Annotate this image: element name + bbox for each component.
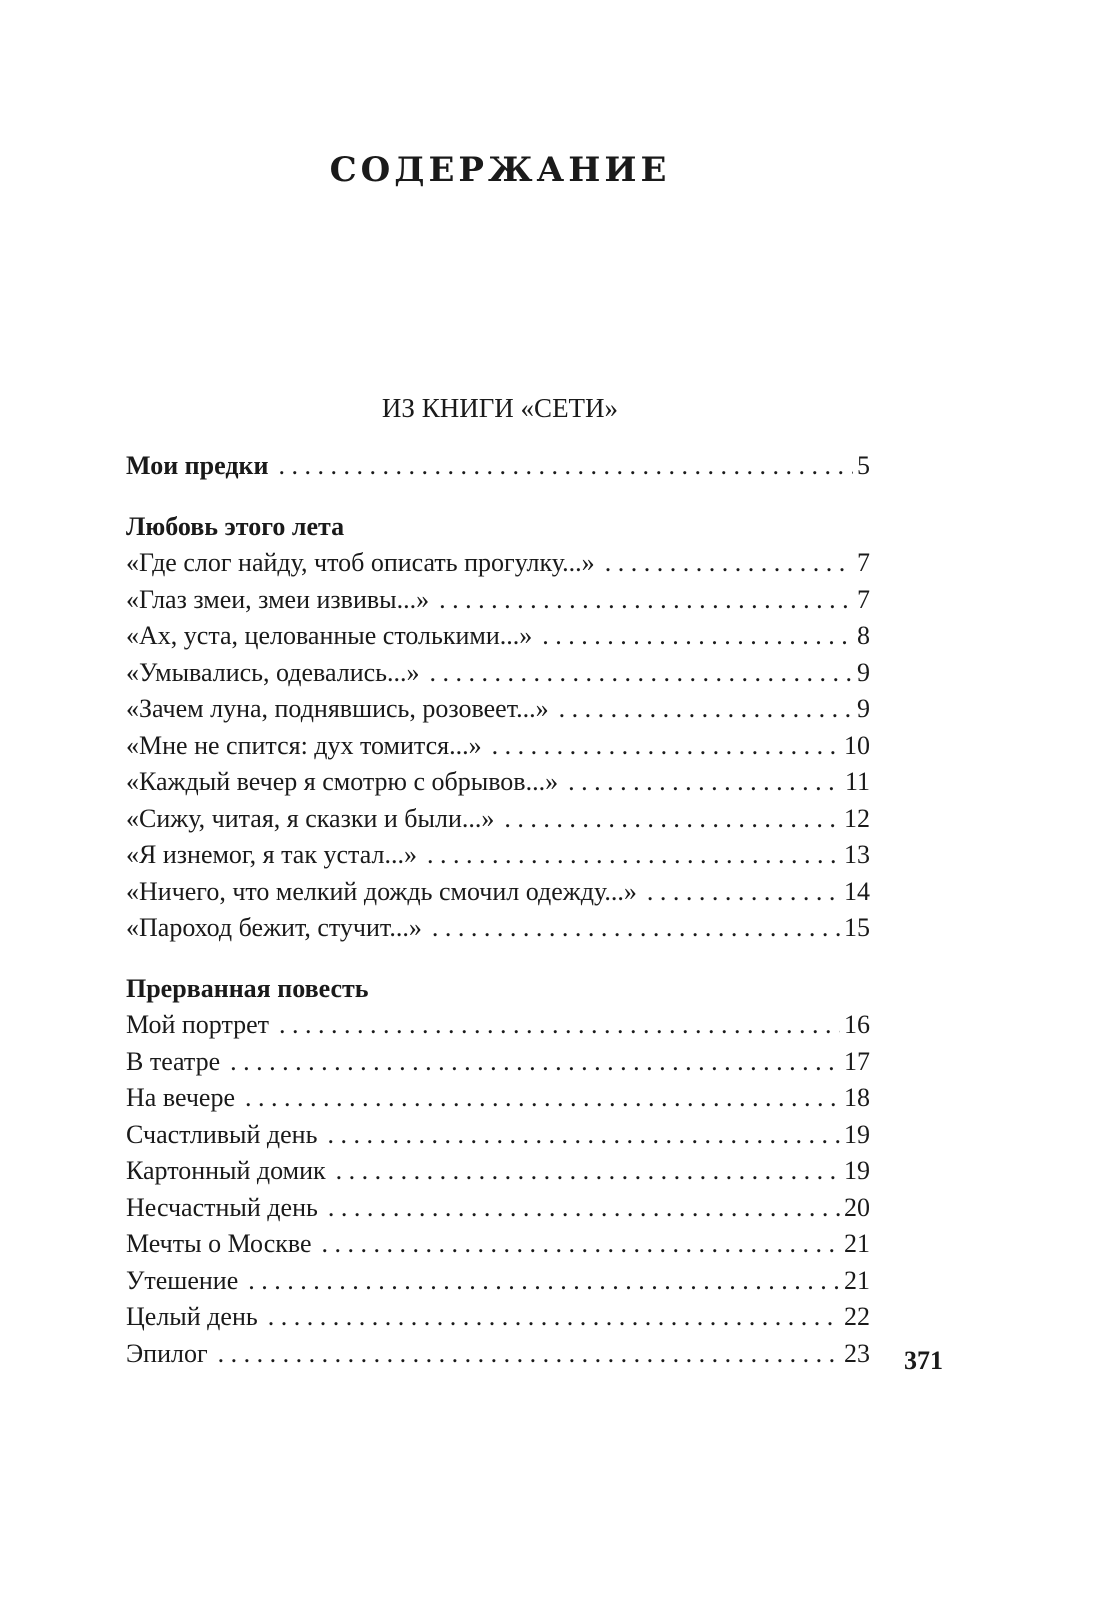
toc-entry-title: «Умывались, одевались...» xyxy=(126,657,420,687)
toc-entry[interactable] xyxy=(126,1336,870,1373)
toc-entry[interactable] xyxy=(126,618,870,655)
leader-dots xyxy=(427,837,840,874)
toc-entry[interactable] xyxy=(126,691,870,728)
leader-dots xyxy=(542,618,853,655)
toc-entry[interactable] xyxy=(126,1153,870,1190)
toc-entry[interactable] xyxy=(126,910,870,947)
toc-entry-title: Картонный домик xyxy=(126,1156,326,1185)
toc-entry-page: 9 xyxy=(857,657,870,687)
toc-entry-page: 13 xyxy=(844,840,870,869)
toc-entry-page: 17 xyxy=(844,1046,870,1076)
toc-entry-title: Несчастный день xyxy=(126,1192,318,1222)
toc-entry-page: 10 xyxy=(844,730,870,760)
toc-entry-page: 5 xyxy=(857,451,870,480)
toc-entry-page: 15 xyxy=(844,913,870,942)
leader-dots xyxy=(248,1263,840,1300)
toc-entry-title: «Ах, уста, целованные столькими...» xyxy=(126,621,533,650)
leader-dots xyxy=(647,874,840,911)
toc-entry[interactable] xyxy=(126,655,870,692)
leader-dots xyxy=(432,910,840,947)
toc-entry[interactable] xyxy=(126,1080,870,1117)
leader-dots xyxy=(328,1190,840,1227)
page-title: СОДЕРЖАНИЕ xyxy=(329,150,671,190)
toc-entry-page: 19 xyxy=(844,1156,870,1185)
toc-entry-title: «Где слог найду, чтоб описать прогулку...» xyxy=(126,548,595,577)
toc-entry-title: «Я изнемог, я так устал...» xyxy=(126,840,417,869)
toc-entry[interactable] xyxy=(126,1044,870,1081)
toc-entry-title: «Ничего, что мелкий дождь смочил одежду...» xyxy=(126,876,637,906)
toc-entry[interactable] xyxy=(126,764,870,801)
leader-dots xyxy=(559,691,853,728)
toc-entry[interactable] xyxy=(126,874,870,911)
leader-dots xyxy=(279,1007,840,1044)
section-title: ИЗ КНИГИ «СЕТИ» xyxy=(381,393,619,423)
leader-dots xyxy=(430,655,853,692)
leader-dots xyxy=(504,801,840,838)
toc-entry-page: 20 xyxy=(844,1192,870,1222)
leader-dots xyxy=(278,448,853,485)
toc-entry-page: 8 xyxy=(857,621,870,650)
toc-entry-title: «Мне не спится: дух томится...» xyxy=(126,730,482,760)
toc-entry-title: Утешение xyxy=(126,1265,239,1295)
toc-entry[interactable] xyxy=(126,801,870,838)
toc-entry[interactable] xyxy=(126,448,870,485)
toc-entry-title: «Каждый вечер я смотрю с обрывов...» xyxy=(126,767,559,796)
toc-entry-page: 19 xyxy=(844,1119,870,1149)
leader-dots xyxy=(336,1153,840,1190)
toc-entry-page: 21 xyxy=(844,1229,870,1258)
toc-entry-title: «Зачем луна, поднявшись, розовеет...» xyxy=(126,694,549,723)
toc-entry-page: 18 xyxy=(844,1083,870,1112)
leader-dots xyxy=(492,728,840,765)
toc-entry-title: В театре xyxy=(126,1046,221,1076)
toc-entry-page: 23 xyxy=(844,1338,870,1368)
leader-dots xyxy=(218,1336,840,1373)
leader-dots xyxy=(230,1044,840,1081)
table-of-contents xyxy=(126,448,870,1372)
leader-dots xyxy=(568,764,841,801)
group-heading: Любовь этого лета xyxy=(126,511,345,541)
toc-entry-page: 21 xyxy=(844,1265,870,1295)
leader-dots xyxy=(605,545,853,582)
toc-entry-page: 7 xyxy=(857,584,870,614)
toc-entry[interactable] xyxy=(126,1007,870,1044)
toc-entry-page: 14 xyxy=(844,876,870,906)
toc-entry[interactable] xyxy=(126,582,870,619)
toc-entry-title: Мечты о Москве xyxy=(126,1229,312,1258)
leader-dots xyxy=(322,1226,840,1263)
toc-entry[interactable] xyxy=(126,837,870,874)
leader-dots xyxy=(439,582,853,619)
toc-entry[interactable] xyxy=(126,728,870,765)
toc-entry-title: Мой портрет xyxy=(126,1010,270,1039)
toc-entry[interactable] xyxy=(126,545,870,582)
toc-entry-title: На вечере xyxy=(126,1083,235,1112)
toc-entry[interactable] xyxy=(126,1226,870,1263)
toc-entry[interactable] xyxy=(126,1299,870,1336)
toc-entry[interactable] xyxy=(126,1263,870,1300)
toc-entry-title: Целый день xyxy=(126,1302,258,1331)
toc-entry-page: 11 xyxy=(844,767,870,796)
toc-entry-title: Счастливый день xyxy=(126,1119,318,1149)
toc-entry-title: Мои предки xyxy=(126,451,269,480)
page-number: 371 xyxy=(904,1346,943,1375)
toc-entry[interactable] xyxy=(126,1117,870,1154)
toc-entry-title: «Пароход бежит, стучит...» xyxy=(126,913,422,942)
leader-dots xyxy=(245,1080,840,1117)
toc-entry-page: 16 xyxy=(844,1010,870,1039)
toc-entry-title: Эпилог xyxy=(126,1338,208,1368)
toc-entry-page: 22 xyxy=(844,1302,870,1331)
group-heading: Прерванная повесть xyxy=(126,973,369,1003)
toc-entry-page: 9 xyxy=(857,694,870,723)
toc-entry-title: «Сижу, читая, я сказки и были...» xyxy=(126,803,495,833)
toc-entry-page: 7 xyxy=(857,548,870,577)
toc-entry-title: «Глаз змеи, змеи извивы...» xyxy=(126,584,430,614)
toc-entry-page: 12 xyxy=(844,803,870,833)
leader-dots xyxy=(327,1117,840,1154)
leader-dots xyxy=(268,1299,840,1336)
toc-entry[interactable] xyxy=(126,1190,870,1227)
